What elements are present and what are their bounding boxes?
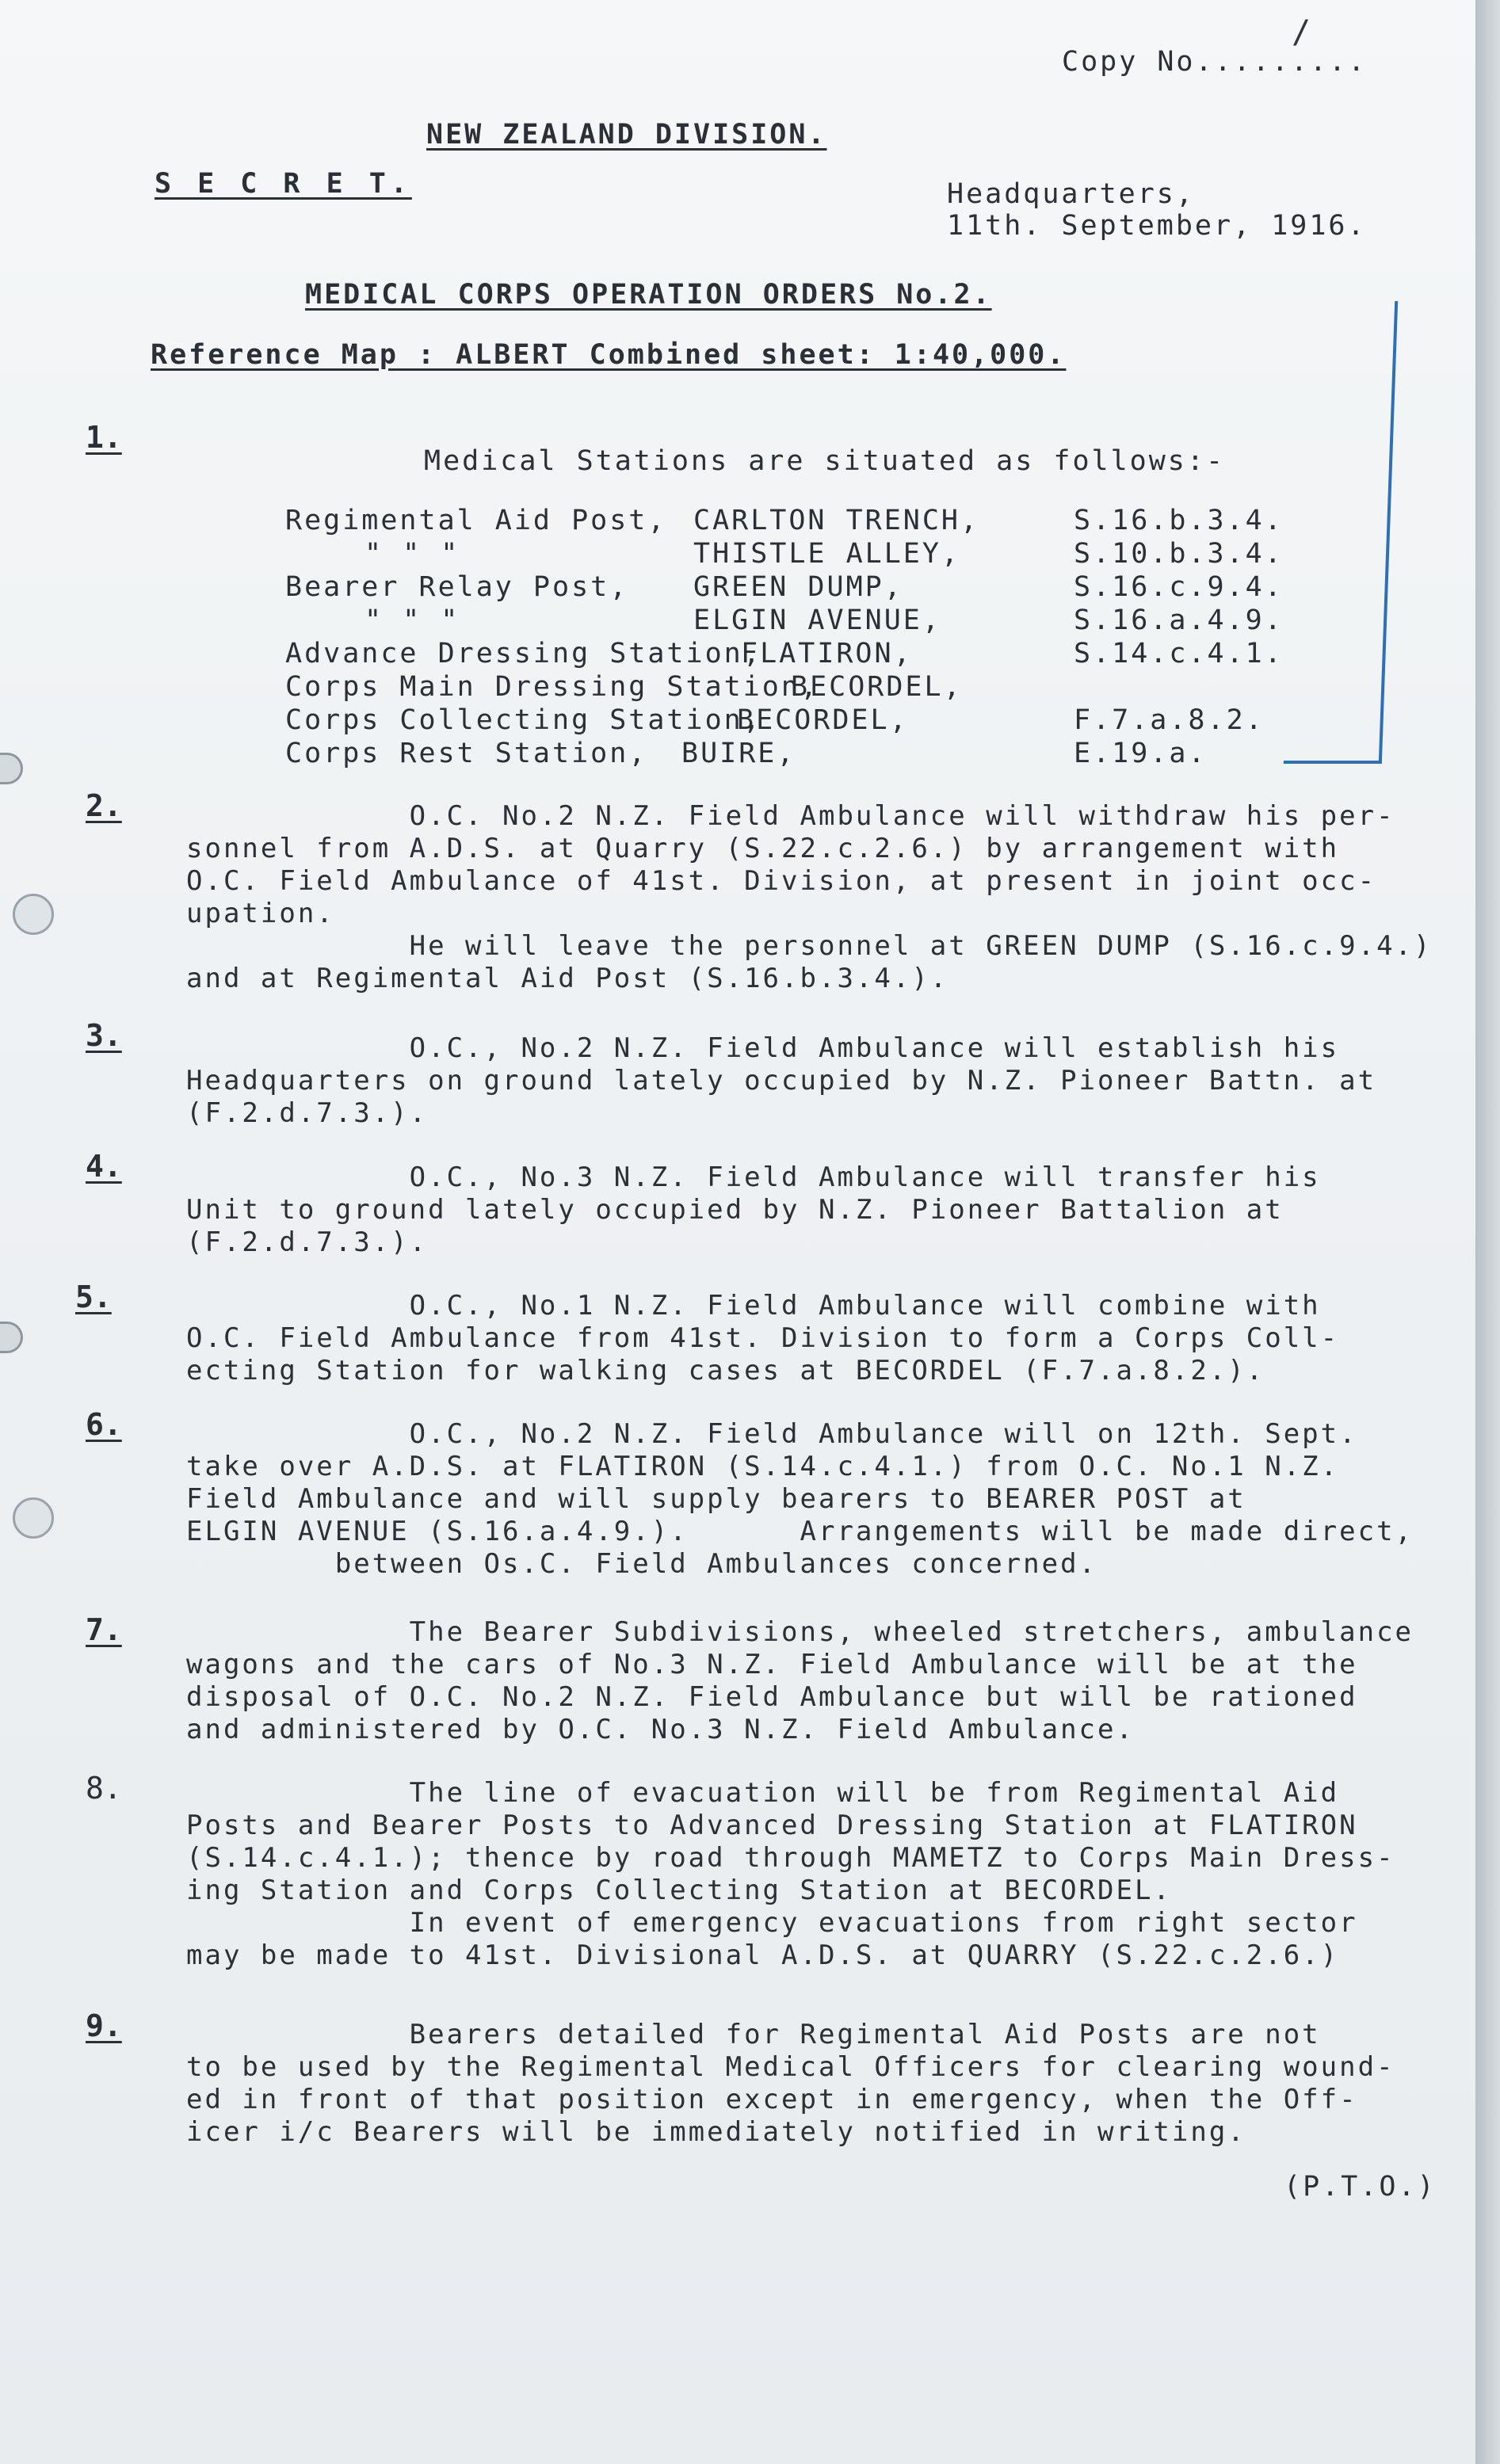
para-number: 8.	[86, 1771, 122, 1806]
station-ref: S.16.c.9.4.	[1074, 571, 1284, 603]
station-type: Corps Collecting Station,	[285, 704, 762, 736]
punch-hole	[13, 894, 54, 935]
station-ref: S.14.c.4.1.	[1074, 638, 1284, 669]
hq-line: Headquarters,	[947, 178, 1195, 210]
page-edge	[1475, 0, 1500, 2464]
division-heading: NEW ZEALAND DIVISION.	[426, 119, 827, 151]
station-type: Corps Main Dressing Station,	[285, 671, 820, 703]
stations-intro: Medical Stations are situated as follows:-	[424, 445, 1226, 477]
pto-marker: (P.T.O.)	[1284, 2171, 1437, 2203]
station-place: BECORDEL,	[791, 671, 963, 703]
document-title: MEDICAL CORPS OPERATION ORDERS No.2.	[305, 279, 992, 311]
order-paragraph: O.C. No.2 N.Z. Field Ambulance will withdraw his per- sonnel from A.D.S. at Quarry (S.22.c.2.6.) by arrangement with O.C. Field Ambulance of 41st. Division, at present in joint occ- upation. He will leave the personnel at GREEN DUMP (S.16.c.9.4.) and at Regimental Aid Post (S.16.b.3.4.).	[186, 800, 1433, 994]
station-ref: S.16.b.3.4.	[1074, 505, 1284, 536]
blue-pencil-bracket	[1284, 301, 1398, 764]
station-place: ELGIN AVENUE,	[693, 605, 941, 636]
para-number: 3.	[86, 1018, 122, 1053]
station-ref: E.19.a.	[1074, 738, 1208, 769]
order-paragraph: The Bearer Subdivisions, wheeled stretchers, ambulance wagons and the cars of No.3 N.Z. Field Ambulance will be at the disposal of O.C. No.2 N.Z. Field Ambulance but will be rationed and administered by O.C. No.3 N.Z. Field Ambulance.	[186, 1616, 1414, 1745]
station-place: BECORDEL,	[737, 704, 909, 736]
para-number: 2.	[86, 788, 122, 823]
station-type: Regimental Aid Post,	[285, 505, 667, 536]
para-number: 9.	[86, 2008, 122, 2043]
station-place: GREEN DUMP,	[693, 571, 903, 603]
order-paragraph: O.C., No.3 N.Z. Field Ambulance will transfer his Unit to ground lately occupied by N.Z. Pioneer Battalion at (F.2.d.7.3.).	[186, 1161, 1321, 1258]
para-number: 1.	[86, 420, 122, 455]
station-place: FLATIRON,	[741, 638, 913, 669]
date-line: 11th. September, 1916.	[947, 210, 1367, 242]
station-type: " " "	[365, 605, 460, 636]
para-number: 4.	[86, 1149, 122, 1184]
para-number: 6.	[86, 1407, 122, 1442]
reference-map: Reference Map : ALBERT Combined sheet: 1:40,000.	[151, 339, 1067, 371]
station-place: CARLTON TRENCH,	[693, 505, 980, 536]
para-number: 7.	[86, 1612, 122, 1647]
station-type: Advance Dressing Station,	[285, 638, 762, 669]
order-paragraph: The line of evacuation will be from Regimental Aid Posts and Bearer Posts to Advanced Dressing Station at FLATIRON (S.14.c.4.1.); thence by road through MAMETZ to Corps Main Dress- ing Station and Corps Collecting Station at BECORDEL. In event of emergency evacuations from right sector may be made to 41st. Divisional A.D.S. at QUARRY (S.22.c.2.6.)	[186, 1777, 1395, 1971]
order-paragraph: O.C., No.1 N.Z. Field Ambulance will combine with O.C. Field Ambulance from 41st. Division to form a Corps Coll- ecting Station for walking cases at BECORDEL (F.7.a.8.2.).	[186, 1290, 1340, 1386]
station-ref: S.16.a.4.9.	[1074, 605, 1284, 636]
station-type: Bearer Relay Post,	[285, 571, 629, 603]
station-ref: S.10.b.3.4.	[1074, 538, 1284, 570]
station-place: THISTLE ALLEY,	[693, 538, 961, 570]
station-ref: F.7.a.8.2.	[1074, 704, 1265, 736]
para-number: 5.	[75, 1280, 112, 1314]
secret-marking: S E C R E T.	[155, 168, 412, 200]
pencil-mark: /	[1292, 14, 1311, 51]
order-paragraph: O.C., No.2 N.Z. Field Ambulance will establish his Headquarters on ground lately occupied by N.Z. Pioneer Battn. at (F.2.d.7.3.).	[186, 1032, 1377, 1129]
order-paragraph: Bearers detailed for Regimental Aid Posts are not to be used by the Regimental Medical Officers for clearing wound- ed in front of that position except in emergency, when the Off- icer i/c Bearers will be immediately notified in writing.	[186, 2019, 1395, 2148]
order-paragraph: O.C., No.2 N.Z. Field Ambulance will on 12th. Sept. take over A.D.S. at FLATIRON (S.14.c.4.1.) from O.C. No.1 N.Z. Field Ambulance and will supply bearers to BEARER POST at ELGIN AVENUE (S.16.a.4.9.). Arrangements will be made direct, between Os.C. Field Ambulances concerned.	[186, 1418, 1414, 1580]
station-type: Corps Rest Station,	[285, 738, 648, 769]
station-place: BUIRE,	[681, 738, 796, 769]
station-type: " " "	[365, 538, 460, 570]
punch-hole	[13, 1497, 54, 1539]
copy-number: Copy No.........	[1062, 46, 1368, 78]
